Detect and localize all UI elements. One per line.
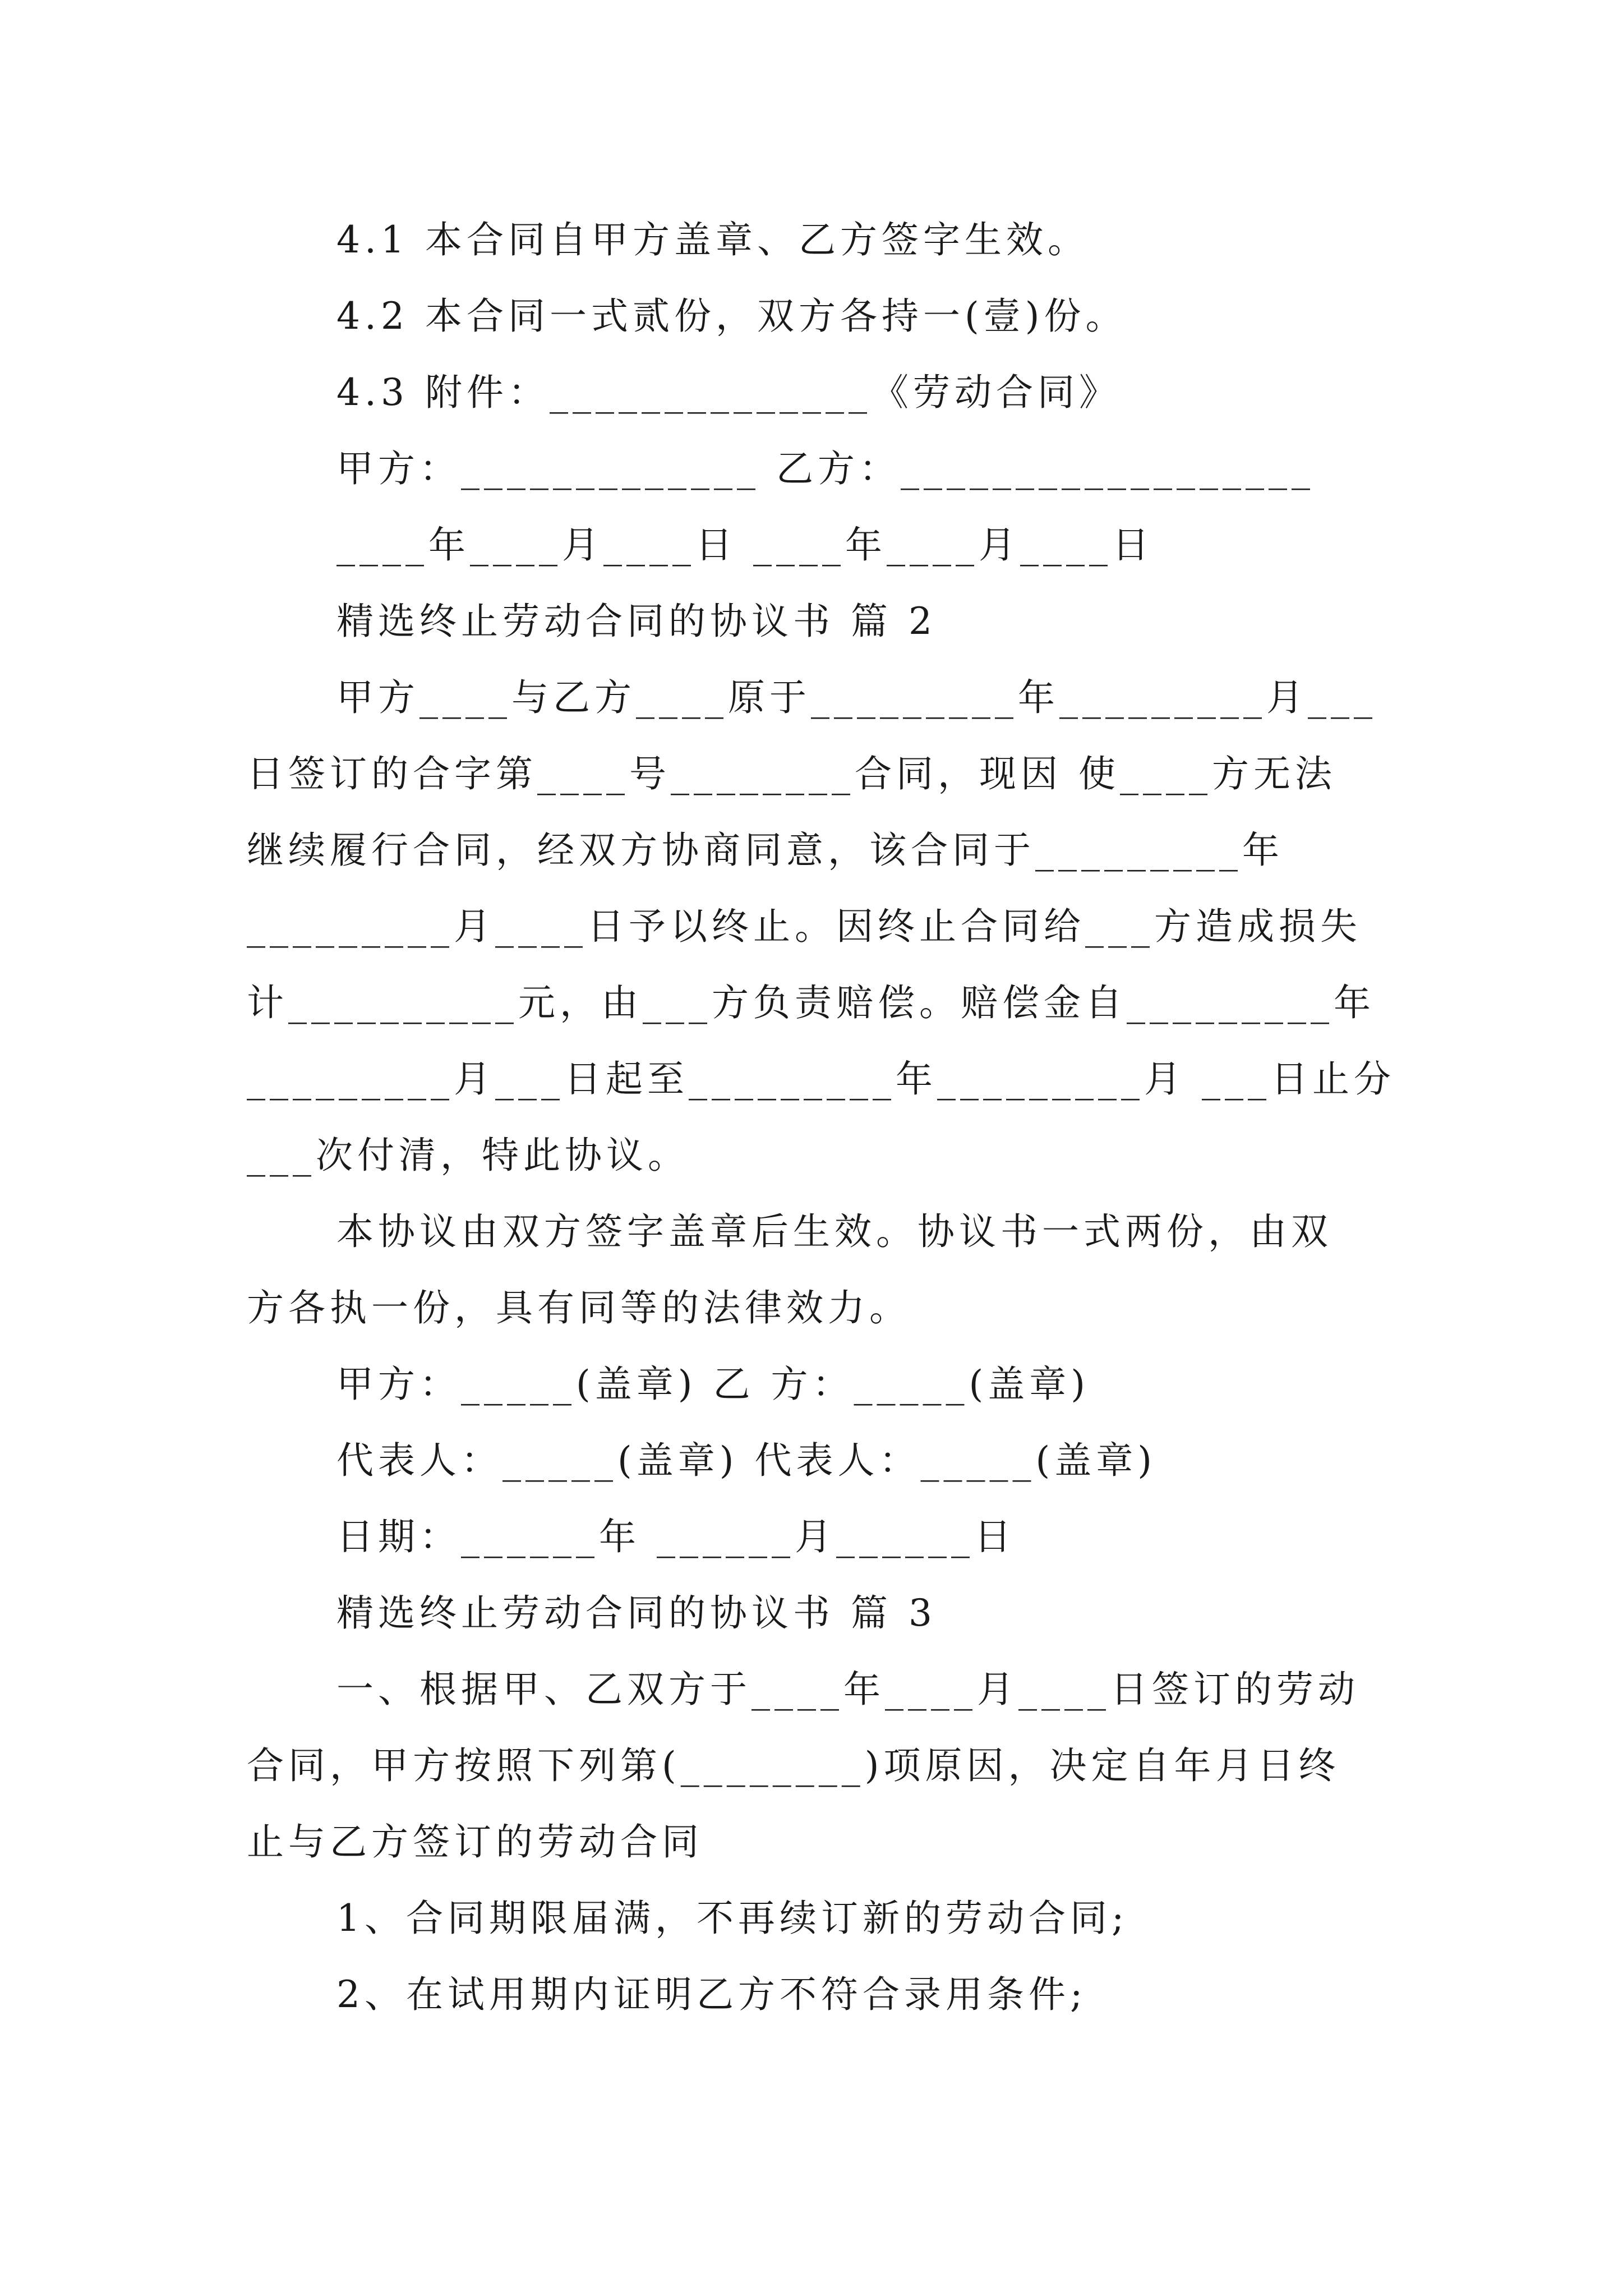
date-line: 日期：______年 ______月______日: [336, 1515, 1016, 1558]
paragraph-line: _________月___日起至_________年_________月 ___日止分: [247, 1057, 1395, 1101]
representative-seal-line: 代表人：_____(盖章) 代表人：_____(盖章): [336, 1439, 1156, 1482]
list-item: 1、合同期限届满，不再续订新的劳动合同;: [336, 1897, 1129, 1940]
paragraph-line: _________月____日予以终止。因终止合同给___方造成损失: [247, 905, 1362, 948]
section-heading-3: 精选终止劳动合同的协议书 篇 3: [336, 1591, 937, 1635]
signature-date-line: ____年____月____日 ____年____月____日: [336, 523, 1154, 567]
signature-parties-line: 甲方：_____________ 乙方：__________________: [336, 447, 1315, 490]
clause-4-3: 4.3 附件：______________《劳动合同》: [336, 371, 1121, 414]
paragraph-line: 继续履行合同，经双方协商同意，该合同于_________年: [247, 829, 1284, 872]
section-heading-2: 精选终止劳动合同的协议书 篇 2: [336, 600, 937, 643]
paragraph-line: 计__________元，由___方负责赔偿。赔偿金自_________年: [247, 981, 1375, 1024]
paragraph-line: 合同，甲方按照下列第(________)项原因，决定自年月日终: [247, 1744, 1340, 1787]
paragraph-line: 一、根据甲、乙双方于____年____月____日签订的劳动: [336, 1668, 1359, 1711]
paragraph-line: 方各执一份，具有同等的法律效力。: [247, 1286, 911, 1329]
paragraph-line: 日签订的合字第____号________合同，现因 使____方无法: [247, 752, 1336, 795]
paragraph-line: 甲方____与乙方____原于_________年_________月___: [336, 676, 1377, 719]
clause-4-2: 4.2 本合同一式贰份，双方各持一(壹)份。: [336, 295, 1127, 338]
paragraph-line: ___次付清，特此协议。: [247, 1134, 689, 1177]
party-a-seal-line: 甲方：_____(盖章) 乙 方：_____(盖章): [336, 1363, 1090, 1406]
clause-4-1: 4.1 本合同自甲方盖章、乙方签字生效。: [336, 218, 1089, 261]
paragraph-line: 本协议由双方签字盖章后生效。协议书一式两份，由双: [336, 1210, 1332, 1253]
paragraph-line: 止与乙方签订的劳动合同: [247, 1820, 703, 1864]
list-item: 2、在试用期内证明乙方不符合录用条件;: [336, 1973, 1087, 2016]
